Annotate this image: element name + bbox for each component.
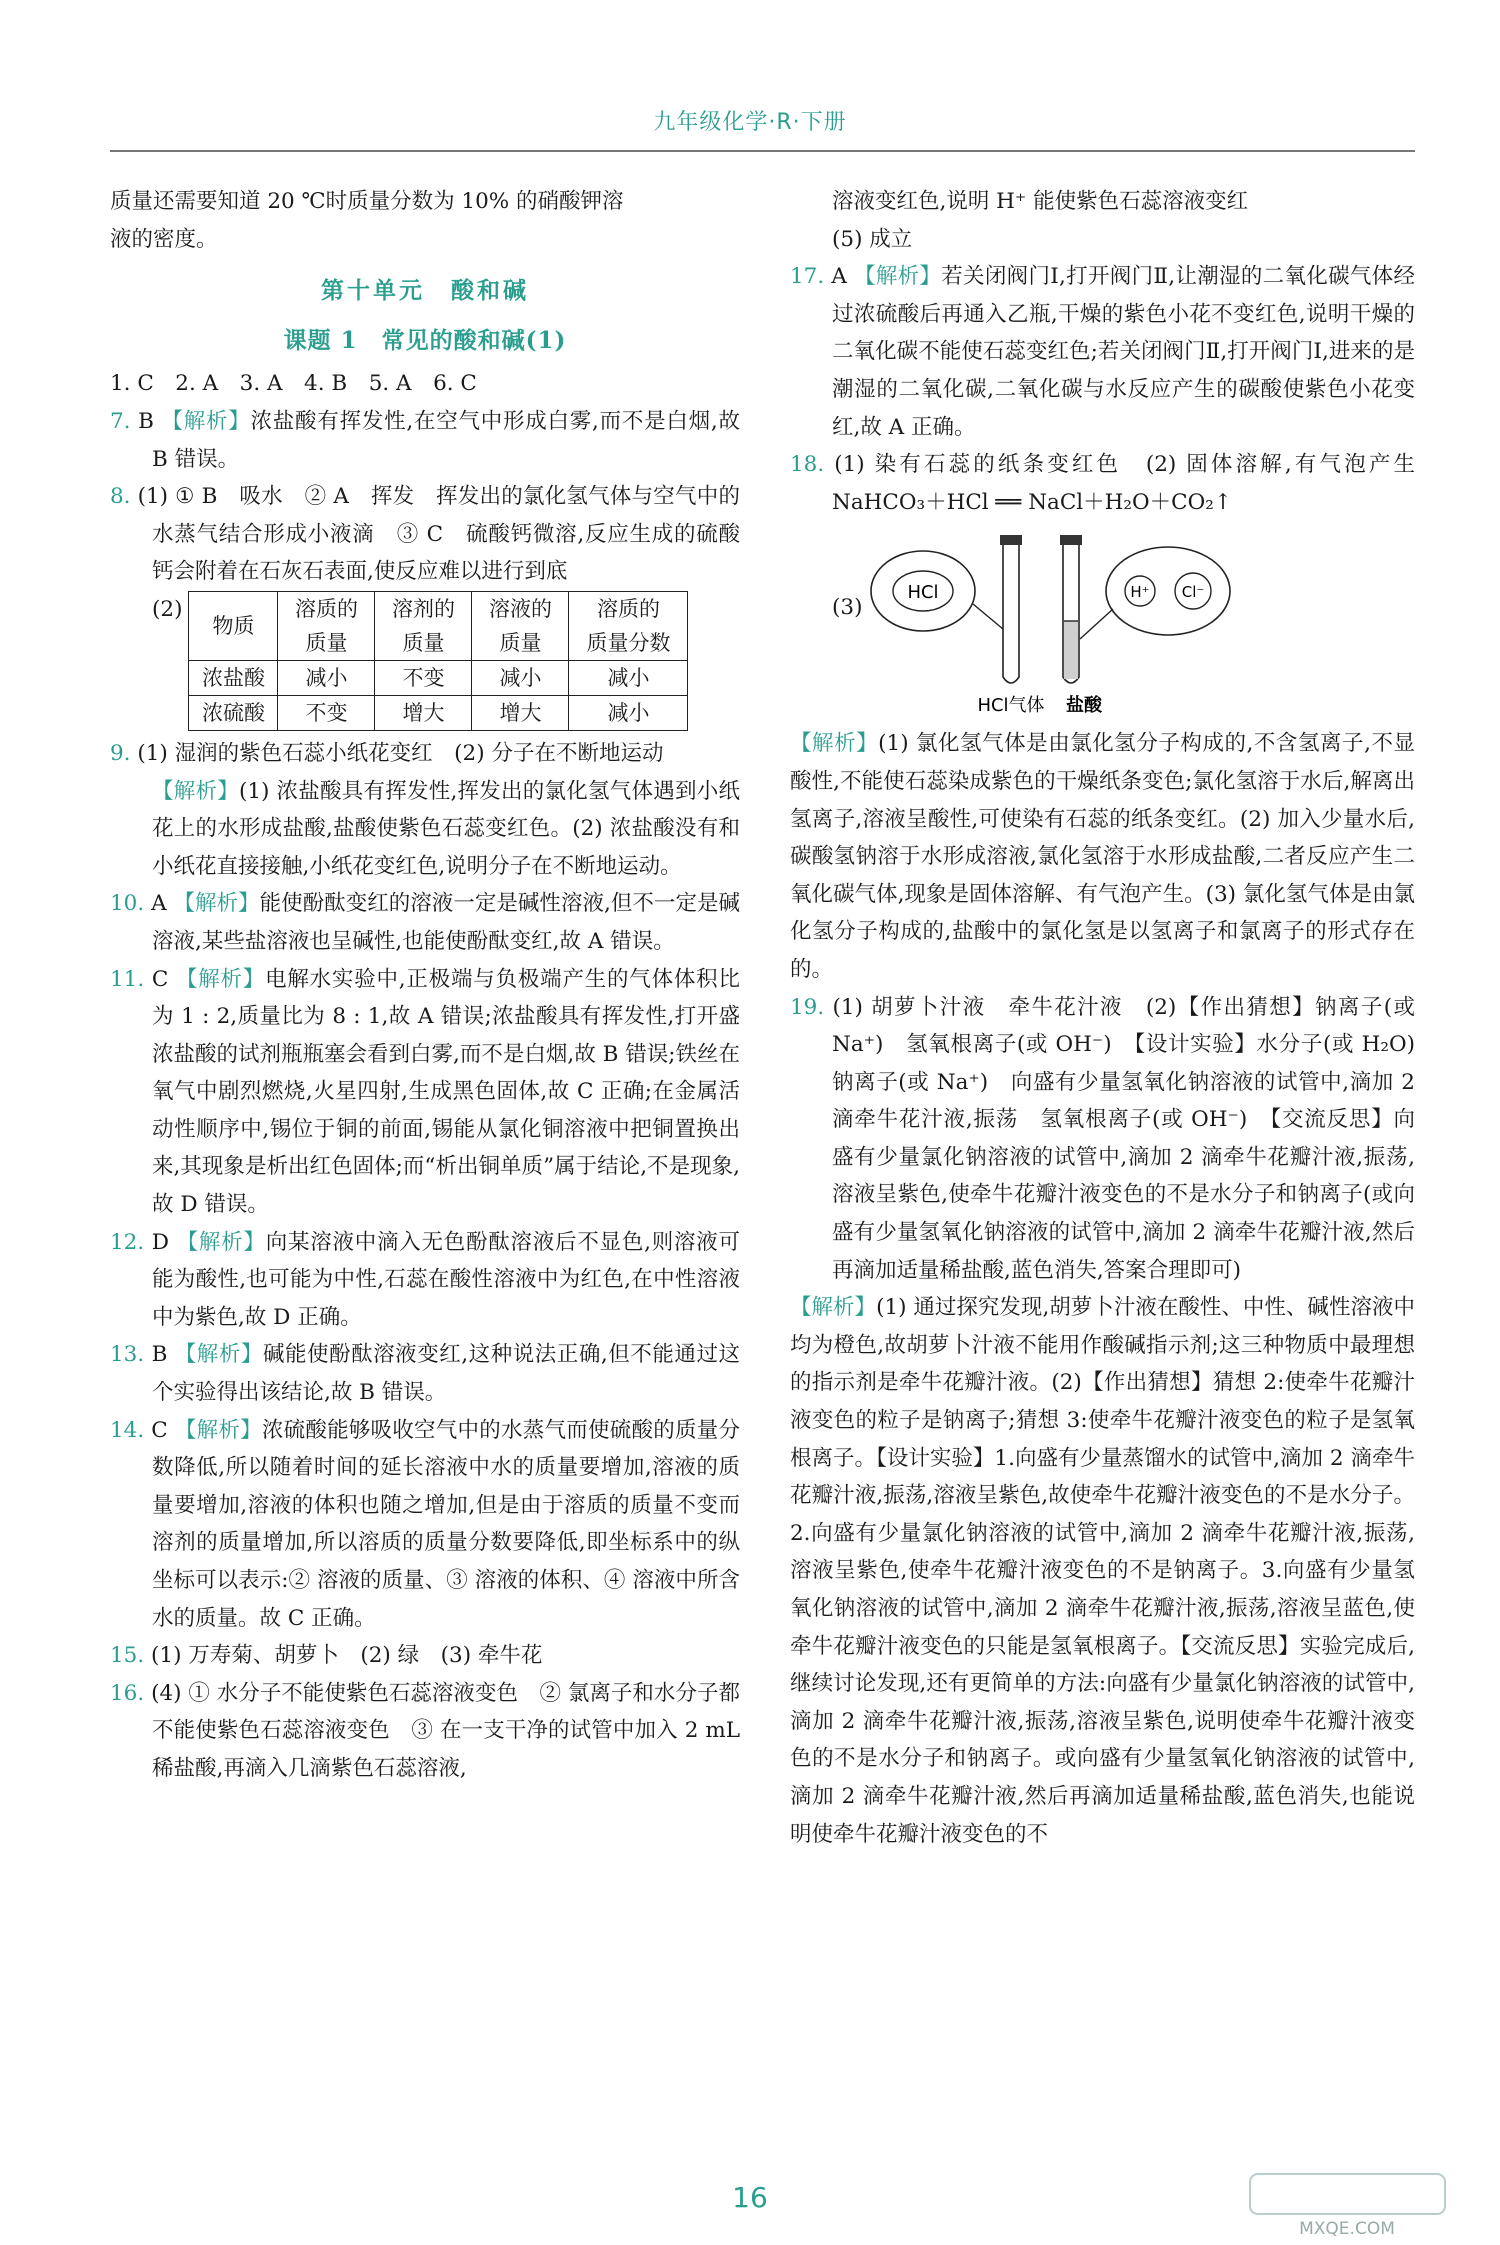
question-9: 9. (1) 湿润的紫色石蕊小纸花变红 (2) 分子在不断地运动 — [110, 740, 664, 766]
table-cell: 不变 — [278, 695, 375, 730]
table-header: 溶液的 质量 — [472, 591, 569, 660]
question-19: 19. (1) 胡萝卜汁液 牵牛花汁液 (2)【作出猜想】钠离子(或 Na⁺) 氢氧根离子(或 OH⁻) 【设计实验】水分子(或 H₂O) 钠离子(或 Na⁺) 向盛有少量氢氧化钠溶液的试管中,滴加 2 滴牵牛花汁液,振荡 氢氧根离子(或 OH⁻) 【交流反思】向盛有少量氯化钠溶液的试管中,滴加 2 滴牵牛花瓣汁液,振荡,溶液呈紫色,使牵牛花瓣汁液变色的不是水分子和钠离子(或向盛有少量氢氧化钠溶液的试管中,滴加 2 滴牵牛花瓣汁液,然后再滴加适量稀盐酸,蓝色消失,答案合理即可) — [790, 994, 1437, 1283]
stopper-icon — [1000, 535, 1022, 545]
question-18-figure — [790, 529, 1415, 719]
question-7: 7. B 【解析】浓盐酸有挥发性,在空气中形成白雾,而不是白烟,故 B 错误。 — [110, 408, 740, 472]
intro-line-1: 质量还需要知道 20 ℃时质量分数为 10% 的硝酸钾溶 — [110, 189, 624, 214]
intro-line-2: 液的密度。 — [110, 226, 218, 252]
question-16-continued: 溶液变红色,说明 H⁺ 能使紫色石蕊溶液变红 — [832, 189, 1249, 214]
table-cell: 减小 — [569, 660, 688, 695]
page-number-text: 16 — [732, 2181, 768, 2214]
table-cell: 减小 — [472, 660, 569, 695]
figure-label: (3) — [832, 595, 863, 621]
hydrogen-ion-label: H⁺ — [1130, 583, 1151, 602]
question-10: 10. A 【解析】能使酚酞变红的溶液一定是碱性溶液,但不一定是碱溶液,某些盐溶液也呈碱性,也能使酚酞变红,故 A 错误。 — [110, 891, 740, 954]
question-16: 16. (4) ① 水分子不能使紫色石蕊溶液变色 ② 氯离子和水分子都不能使紫色石蕊溶液变色 ③ 在一支干净的试管中加入 2 mL 稀盐酸,再滴入几滴紫色石蕊溶液, — [110, 1680, 740, 1781]
table-header: 溶剂的 质量 — [375, 591, 472, 660]
table-label: (2) — [152, 596, 183, 622]
molecule-diagram — [868, 529, 1288, 719]
question-19-explanation: 【解析】(1) 通过探究发现,胡萝卜汁液在酸性、中性、碱性溶液中均为橙色,故胡萝卜汁液不能用作酸碱指示剂;这三种物质中最理想的指示剂是牵牛花瓣汁液。(2)【作出猜想】猜想 2:使牵牛花瓣汁液变色的粒子是钠离子;猜想 3:使牵牛花瓣汁液变色的粒子是氢氧根离子。【设计实验】1.向盛有少量蒸馏水的试管中,滴加 2 滴牵牛花瓣汁液,振荡,溶液呈紫色,故使牵牛花瓣汁液变色的不是水分子。2.向盛有少量氯化钠溶液的试管中,滴加 2 滴牵牛花瓣汁液,振荡,溶液呈紫色,使牵牛花瓣汁液变色的不是钠离子。3.向盛有少量氢氧化钠溶液的试管中,滴加 2 滴牵牛花瓣汁液,振荡,溶液呈蓝色,使牵牛花瓣汁液变色的只能是氢氧根离子。【交流反思】实验完成后,继续讨论发现,还有更简单的方法:向盛有少量氯化钠溶液的试管中,滴加 2 滴牵牛花瓣汁液,振荡,溶液呈紫色,说明使牵牛花瓣汁液变色的不是水分子和钠离子。或向盛有少量氢氧化钠溶液的试管中,滴加 2 滴牵牛花瓣汁液,然后再滴加适量稀盐酸,蓝色消失,也能说明使牵牛花瓣汁液变色的不 — [790, 1295, 1415, 1847]
unit-title: 第十单元 酸和碱 — [321, 277, 529, 305]
question-8-table-wrap — [110, 591, 740, 735]
table-cell: 浓硫酸 — [189, 695, 278, 730]
question-13: 13. B 【解析】碱能使酚酞溶液变红,这种说法正确,但不能通过这个实验得出该结论,故 B 错误。 — [110, 1342, 740, 1406]
table-cell: 增大 — [472, 695, 569, 730]
table-header: 溶质的 质量分数 — [569, 591, 688, 660]
table-cell: 浓盐酸 — [189, 660, 278, 695]
table-cell: 增大 — [375, 695, 472, 730]
running-header: 九年级化学·R·下册 — [653, 110, 847, 135]
watermark-logo — [1240, 2170, 1455, 2240]
solution-change-table — [188, 591, 688, 731]
stopper-icon — [1060, 535, 1082, 545]
right-column — [790, 183, 1437, 1853]
table-cell: 不变 — [375, 660, 472, 695]
question-15: 15. (1) 万寿菊、胡萝卜 (2) 绿 (3) 牵牛花 — [110, 1643, 543, 1669]
hydrochloric-acid-liquid — [1064, 621, 1078, 679]
question-14: 14. C 【解析】浓硫酸能够吸收空气中的水蒸气而使硫酸的质量分数降低,所以随着时间的延长溶液中水的质量要增加,溶液的质量要增加,溶液的体积也随之增加,但是由于溶质的质量不变而溶剂的质量增加,所以溶质的质量分数要降低,即坐标系中的纵坐标可以表示:② 溶液的质量、③ 溶液的体积、④ 溶液中所含水的质量。故 C 正确。 — [110, 1417, 740, 1631]
left-column — [110, 183, 740, 1788]
question-16-part5: (5) 成立 — [832, 226, 913, 252]
question-17: 17. A 【解析】若关闭阀门Ⅰ,打开阀门Ⅱ,让潮湿的二氧化碳气体经过浓硫酸后再通入乙瓶,干燥的紫色小花不变红色,说明干燥的二氧化碳不能使石蕊变红色;若关闭阀门Ⅱ,打开阀门Ⅰ,进来的是潮湿的二氧化碳,二氧化碳与水反应产生的碳酸使紫色小花变红,故 A 正确。 — [790, 264, 1415, 440]
question-11: 11. C 【解析】电解水实验中,正极端与负极端产生的气体体积比为 1 : 2,质量比为 8 : 1,故 A 错误;浓盐酸具有挥发性,打开盛浓盐酸的试剂瓶瓶塞会看到白雾,而不是白烟,故 B 错误;铁丝在氧气中剧烈燃烧,火星四射,生成黑色固体,故 C 正确;在金属活动性顺序中,锡位于铜的前面,锡能从氯化铜溶液中把铜置换出来,其现象是析出红色固体;而“析出铜单质”属于结论,不是现象,故 D 错误。 — [110, 966, 740, 1218]
table-cell: 减小 — [278, 660, 375, 695]
test-tube-icon — [1003, 545, 1019, 683]
question-18-explanation: 【解析】(1) 氯化氢气体是由氯化氢分子构成的,不含氢离子,不显酸性,不能使石蕊染成紫色的干燥纸条变色;氯化氢溶于水后,解离出氢离子,溶液呈酸性,可使染有石蕊的纸条变红。(2) 加入少量水后,碳酸氢钠溶于水形成溶液,氯化氢溶于水形成盐酸,二者反应产生二氧化碳气体,现象是固体溶解、有气泡产生。(3) 氯化氢气体是由氯化氢分子构成的,盐酸中的氯化氢是以氢离子和氯离子的形式存在的。 — [790, 731, 1415, 982]
table-cell: 减小 — [569, 695, 688, 730]
answers-1-6: 1. C 2. A 3. A 4. B 5. A 6. C — [110, 371, 477, 397]
question-8: 8. (1) ① B 吸水 ② A 挥发 挥发出的氯化氢气体与空气中的水蒸气结合形成小液滴 ③ C 硫酸钙微溶,反应生成的硫酸钙会附着在石灰石表面,使反应难以进行到底 — [110, 484, 740, 585]
svg-text:MXQE.COM: MXQE.COM — [1299, 2219, 1395, 2239]
table-row — [189, 660, 688, 695]
question-18: 18. (1) 染有石蕊的纸条变红色 (2) 固体溶解,有气泡产生 NaHCO₃＋HCl ══ NaCl＋H₂O＋CO₂↑ — [790, 452, 1437, 515]
chloride-ion-label: Cl⁻ — [1182, 583, 1205, 602]
question-12: 12. D 【解析】向某溶液中滴入无色酚酞溶液后不显色,则溶液可能为酸性,也可能为中性,石蕊在酸性溶液中为红色,在中性溶液中为紫色,故 D 正确。 — [110, 1229, 740, 1330]
header-rule — [110, 150, 1415, 152]
question-9-explanation: 【解析】(1) 浓盐酸具有挥发性,挥发出的氯化氢气体遇到小纸花上的水形成盐酸,盐酸使紫色石蕊变红色。(2) 浓盐酸没有和小纸花直接接触,小纸花变红色,说明分子在不断地运动。 — [152, 778, 740, 879]
lesson-title: 课题 1 常见的酸和碱(1) — [283, 326, 567, 354]
watermark-icon — [1240, 2170, 1455, 2240]
page-number — [700, 2176, 800, 2220]
table-header: 物质 — [189, 591, 278, 660]
hcl-label: HCl — [907, 582, 940, 604]
caption-hcl-gas: HCl气体 — [977, 695, 1046, 717]
table-header: 溶质的 质量 — [278, 591, 375, 660]
table-row — [189, 695, 688, 730]
caption-hydrochloric-acid: 盐酸 — [1066, 695, 1103, 717]
